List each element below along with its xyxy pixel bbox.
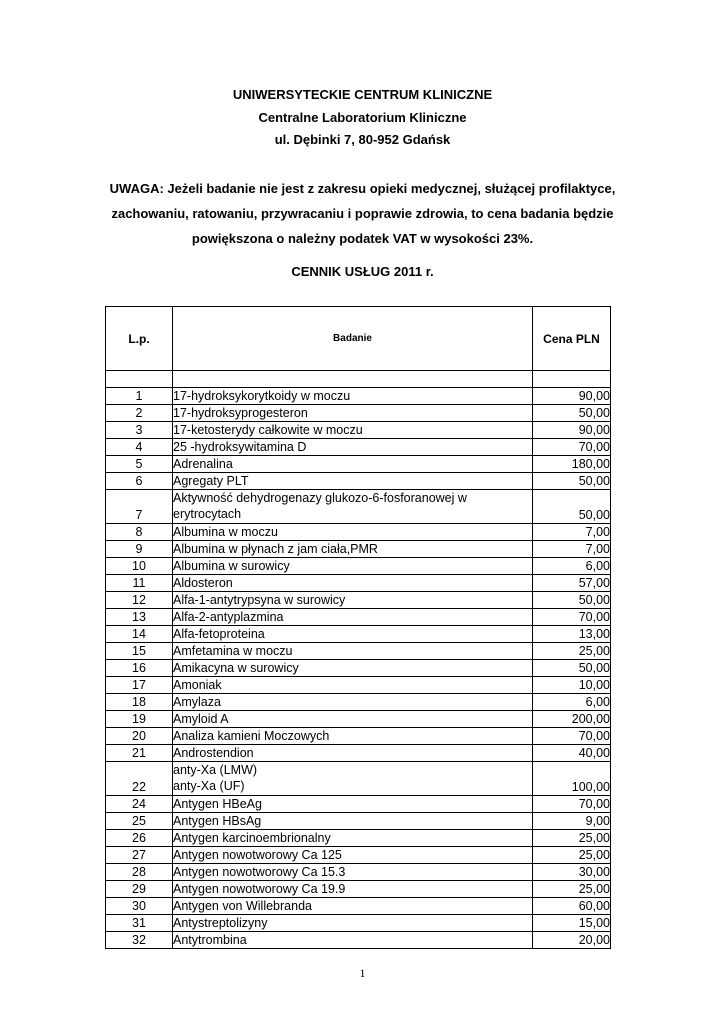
table-row	[106, 473, 611, 490]
table-row	[106, 524, 611, 541]
row-number: 25	[106, 813, 173, 830]
price: 25,00	[533, 643, 611, 660]
price: 25,00	[533, 830, 611, 847]
table-row	[106, 643, 611, 660]
price-list-title: CENNIK USŁUG 2011 r.	[291, 264, 434, 279]
spacer-cell	[173, 371, 533, 388]
price: 70,00	[533, 728, 611, 745]
row-number: 29	[106, 881, 173, 898]
institution-name: UNIWERSYTECKIE CENTRUM KLINICZNE	[232, 87, 493, 102]
test-name: Antygen nowotworowy Ca 125	[173, 847, 533, 864]
test-name: Alfa-1-antytrypsyna w surowicy	[173, 592, 533, 609]
price: 40,00	[533, 745, 611, 762]
table-row	[106, 830, 611, 847]
price: 70,00	[533, 609, 611, 626]
row-number: 24	[106, 796, 173, 813]
price: 70,00	[533, 439, 611, 456]
row-number: 14	[106, 626, 173, 643]
price: 6,00	[533, 558, 611, 575]
table-row	[106, 456, 611, 473]
row-number: 6	[106, 473, 173, 490]
test-name: 17-ketosterydy całkowite w moczu	[173, 422, 533, 439]
row-number: 18	[106, 694, 173, 711]
table-row	[106, 388, 611, 405]
row-number: 13	[106, 609, 173, 626]
test-name: Aldosteron	[173, 575, 533, 592]
row-number: 9	[106, 541, 173, 558]
table-spacer-row	[106, 371, 611, 388]
test-name: 25 -hydroksywitamina D	[173, 439, 533, 456]
test-name-text: Aktywność dehydrogenazy glukozo-6-fosforanowej w erytrocytach	[173, 491, 467, 521]
table-row	[106, 745, 611, 762]
row-number: 8	[106, 524, 173, 541]
price: 30,00	[533, 864, 611, 881]
table-body	[106, 371, 611, 949]
table-row	[106, 881, 611, 898]
row-number: 28	[106, 864, 173, 881]
price: 10,00	[533, 677, 611, 694]
table-row	[106, 592, 611, 609]
table-row	[106, 728, 611, 745]
test-name-line: anty-Xa (UF)	[173, 779, 245, 793]
price: 6,00	[533, 694, 611, 711]
table-row	[106, 813, 611, 830]
row-number: 27	[106, 847, 173, 864]
price: 50,00	[533, 473, 611, 490]
row-number: 20	[106, 728, 173, 745]
test-name: Antystreptolizyny	[173, 915, 533, 932]
price: 70,00	[533, 796, 611, 813]
test-name: Alfa-2-antyplazmina	[173, 609, 533, 626]
test-name: Amfetamina w moczu	[173, 643, 533, 660]
price: 50,00	[533, 490, 611, 524]
table-row	[106, 796, 611, 813]
test-name: Antygen karcinoembrionalny	[173, 830, 533, 847]
table-row	[106, 609, 611, 626]
row-number: 21	[106, 745, 173, 762]
test-name: Albumina w moczu	[173, 524, 533, 541]
table-row	[106, 558, 611, 575]
row-number: 7	[106, 490, 173, 524]
test-name: Androstendion	[173, 745, 533, 762]
table-row	[106, 932, 611, 949]
price: 25,00	[533, 881, 611, 898]
test-name: 17-hydroksykorytkoidy w moczu	[173, 388, 533, 405]
price: 13,00	[533, 626, 611, 643]
vat-notice: UWAGA: Jeżeli badanie nie jest z zakresu opieki medycznej, służącej profilaktyce, zachowaniu, ratowaniu, przywracaniu i poprawie zdrowia, to cena badania będzie powiększona o należny podatek VAT w wysokości 23%.	[109, 181, 616, 246]
test-name	[173, 762, 533, 796]
price-table	[105, 306, 611, 949]
table-row	[106, 541, 611, 558]
price: 20,00	[533, 932, 611, 949]
table-row	[106, 490, 611, 524]
test-name: Antygen HBeAg	[173, 796, 533, 813]
row-number: 17	[106, 677, 173, 694]
table-header-row	[106, 307, 611, 371]
table-row	[106, 847, 611, 864]
price: 60,00	[533, 898, 611, 915]
test-name: Amikacyna w surowicy	[173, 660, 533, 677]
row-number: 22	[106, 762, 173, 796]
price: 25,00	[533, 847, 611, 864]
table-row	[106, 864, 611, 881]
address: ul. Dębinki 7, 80-952 Gdańsk	[274, 132, 451, 147]
spacer-cell	[533, 371, 611, 388]
price: 57,00	[533, 575, 611, 592]
price: 50,00	[533, 405, 611, 422]
department-name: Centralne Laboratorium Kliniczne	[258, 110, 467, 125]
test-name: Amyloid A	[173, 711, 533, 728]
test-name-line: anty-Xa (LMW)	[173, 763, 258, 777]
page-number: 1	[359, 966, 366, 980]
price: 7,00	[533, 524, 611, 541]
test-name: Analiza kamieni Moczowych	[173, 728, 533, 745]
test-name: Albumina w surowicy	[173, 558, 533, 575]
row-number: 19	[106, 711, 173, 728]
test-name: Antygen HBsAg	[173, 813, 533, 830]
column-header-lp: L.p.	[106, 307, 173, 371]
spacer-cell	[106, 371, 173, 388]
price: 15,00	[533, 915, 611, 932]
table-row	[106, 915, 611, 932]
row-number: 30	[106, 898, 173, 915]
row-number: 1	[106, 388, 173, 405]
table-row	[106, 422, 611, 439]
table-row	[106, 694, 611, 711]
row-number: 2	[106, 405, 173, 422]
table-row	[106, 405, 611, 422]
table-row	[106, 575, 611, 592]
test-name: Agregaty PLT	[173, 473, 533, 490]
table-row	[106, 626, 611, 643]
row-number: 16	[106, 660, 173, 677]
row-number: 11	[106, 575, 173, 592]
table-row	[106, 439, 611, 456]
test-name: Alfa-fetoproteina	[173, 626, 533, 643]
row-number: 32	[106, 932, 173, 949]
price: 90,00	[533, 388, 611, 405]
table-row	[106, 660, 611, 677]
price: 50,00	[533, 592, 611, 609]
test-name	[173, 490, 533, 524]
test-name: Antygen von Willebranda	[173, 898, 533, 915]
price: 100,00	[533, 762, 611, 796]
price: 7,00	[533, 541, 611, 558]
row-number: 12	[106, 592, 173, 609]
table-row	[106, 677, 611, 694]
row-number: 3	[106, 422, 173, 439]
row-number: 5	[106, 456, 173, 473]
table-row	[106, 898, 611, 915]
test-name: Antygen nowotworowy Ca 15.3	[173, 864, 533, 881]
table-row	[106, 762, 611, 796]
row-number: 26	[106, 830, 173, 847]
price: 180,00	[533, 456, 611, 473]
test-name: Amylaza	[173, 694, 533, 711]
table-row	[106, 711, 611, 728]
test-name: Antytrombina	[173, 932, 533, 949]
column-header-price: Cena PLN	[533, 307, 611, 371]
price: 200,00	[533, 711, 611, 728]
row-number: 15	[106, 643, 173, 660]
test-name: Albumina w płynach z jam ciała,PMR	[173, 541, 533, 558]
test-name: Antygen nowotworowy Ca 19.9	[173, 881, 533, 898]
test-name: Adrenalina	[173, 456, 533, 473]
column-header-test: Badanie	[173, 307, 533, 371]
price: 50,00	[533, 660, 611, 677]
test-name: 17-hydroksyprogesteron	[173, 405, 533, 422]
test-name: Amoniak	[173, 677, 533, 694]
price: 90,00	[533, 422, 611, 439]
row-number: 4	[106, 439, 173, 456]
row-number: 10	[106, 558, 173, 575]
row-number: 31	[106, 915, 173, 932]
price: 9,00	[533, 813, 611, 830]
